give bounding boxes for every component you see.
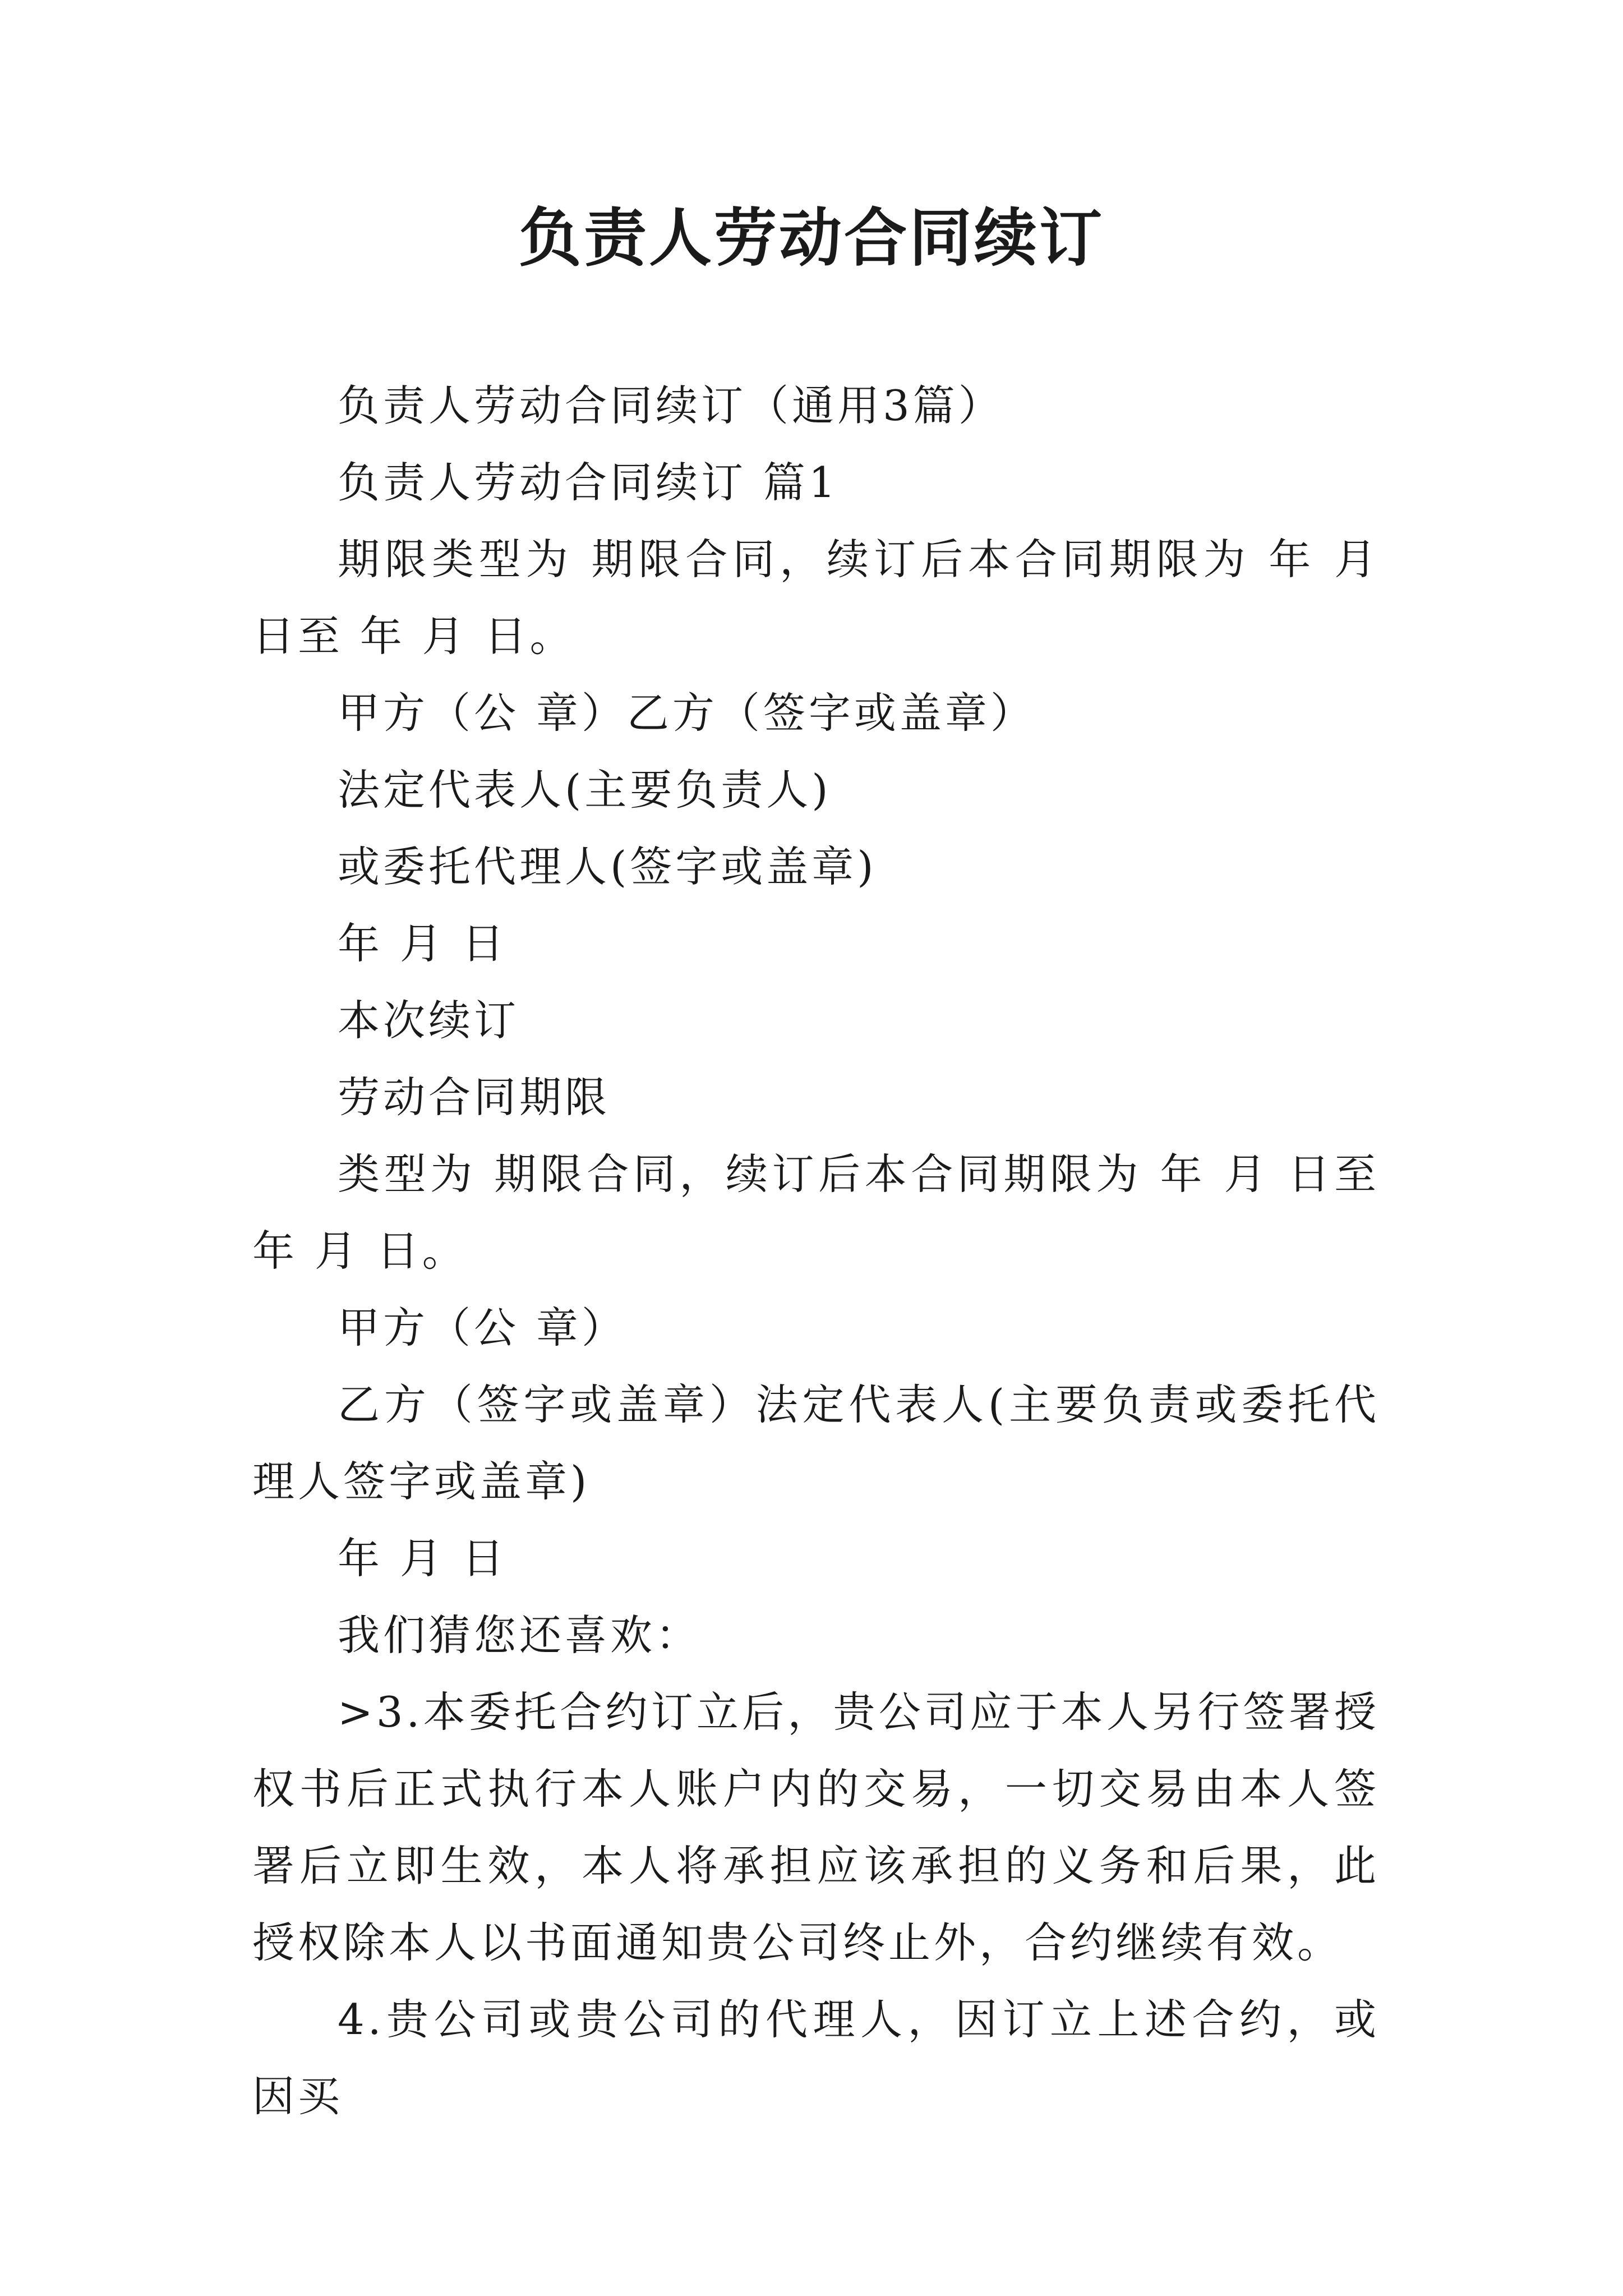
paragraph: 4.贵公司或贵公司的代理人，因订立上述合约，或因买	[252, 1995, 1380, 2121]
paragraph-section-heading: 负责人劳动合同续订 篇1	[338, 458, 839, 507]
paragraph: 甲方（公 章）	[338, 1303, 627, 1352]
paragraph: 期限类型为 期限合同，续订后本合同期限为 年 月 日至 年 月 日。	[252, 535, 1380, 661]
paragraph: 或委托代理人(签字或盖章)	[338, 842, 877, 891]
document-body	[252, 367, 1380, 2135]
paragraph: 年 月 日	[338, 1534, 508, 1583]
paragraph-subtitle: 负责人劳动合同续订（通用3篇）	[338, 381, 1004, 430]
paragraph: 类型为 期限合同，续订后本合同期限为 年 月 日至 年 月 日。	[252, 1149, 1380, 1276]
paragraph: >3.本委托合约订立后，贵公司应于本人另行签署授权书后正式执行本人账户内的交易，一切交易由本人签署后立即生效，本人将承担应该承担的义务和后果，此授权除本人以书面通知贵公司终止外，合约继续有效。	[252, 1687, 1380, 1967]
paragraph: 我们猜您还喜欢：	[338, 1611, 702, 1660]
paragraph: 甲方（公 章）乙方（签字或盖章）	[338, 688, 1036, 738]
document-title: 负责人劳动合同续订	[519, 201, 1104, 275]
paragraph: 劳动合同期限	[338, 1073, 611, 1122]
paragraph: 法定代表人(主要负责人)	[338, 765, 832, 815]
paragraph: 年 月 日	[338, 919, 508, 968]
paragraph: 乙方（签字或盖章）法定代表人(主要负责或委托代理人签字或盖章)	[252, 1380, 1380, 1506]
paragraph: 本次续订	[338, 996, 520, 1045]
